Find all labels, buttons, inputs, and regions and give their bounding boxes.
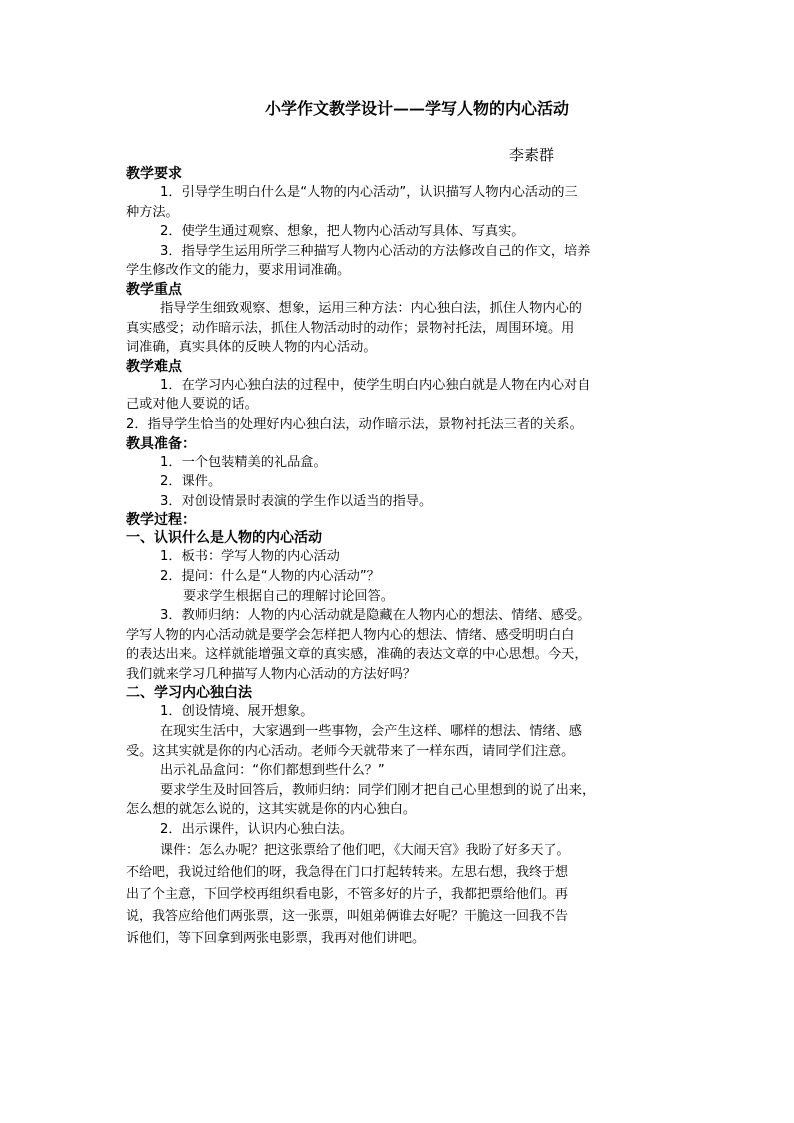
text-line: 不给吧，我说过给他们的呀，我急得在门口打起转转来。左思右想，我终于想: [126, 864, 569, 880]
text-line: 3．教师归纳：人物的内心活动就是隐藏在人物内心的想法、情绪、感受。: [160, 608, 591, 624]
text-line: 种方法。: [126, 204, 179, 220]
text-line: 真实感受；动作暗示法，抓住人物活动时的动作；景物衬托法，周围环境。用: [126, 320, 575, 336]
section-heading: 一、认识什么是人物的内心活动: [126, 530, 322, 547]
text-line: 怎么想的就怎么说的，这其实就是你的内心独白。: [126, 802, 417, 818]
text-line: 诉他们，等下回拿到两张电影票，我再对他们讲吧。: [126, 930, 426, 946]
text-line: 1．一个包装精美的礼品盒。: [160, 454, 327, 470]
text-line: 2．提问：什么是“人物的内心活动”？: [160, 568, 380, 584]
text-line: 2．课件。: [160, 474, 222, 490]
section-heading: 教学重点: [126, 281, 182, 298]
author-name: 李素群: [509, 146, 555, 164]
text-line: 课件：怎么办呢？把这张票给了他们吧，《大闹天宫》我盼了好多天了。: [160, 842, 570, 858]
text-line: 我们就来学习几种描写人物内心活动的方法好吗？: [126, 666, 417, 682]
text-line: 1．创设情境、展开想象。: [160, 704, 314, 720]
text-line: 己或对他人要说的话。: [126, 397, 258, 413]
document-title: 小学作文教学设计——学写人物的内心活动: [264, 99, 569, 118]
text-line: 3．对创设情景时表演的学生作以适当的指导。: [160, 493, 433, 509]
text-line: 的表达出来。这样就能增强文章的真实感，准确的表达文章的中心思想。今天，: [126, 647, 588, 663]
section-heading: 教具准备：: [126, 435, 196, 452]
text-line: 2．使学生通过观察、想象，把人物内心活动写具体、写真实。: [160, 224, 525, 240]
text-line: 要求学生根据自己的理解讨论回答。: [183, 588, 394, 604]
text-line: 说，我答应给他们两张票，这一张票，叫姐弟俩谁去好呢？干脆这一回我不告: [126, 908, 569, 924]
text-line: 在现实生活中，大家遇到一些事物，会产生这样、哪样的想法、情绪、感: [160, 724, 582, 740]
section-heading: 二、学习内心独白法: [126, 685, 252, 702]
text-line: 指导学生细致观察、想象，运用三种方法：内心独白法，抓住人物内心的: [160, 300, 582, 316]
text-line: 3．指导学生运用所学三种描写人物内心活动的方法修改自己的作文，培养: [160, 243, 591, 259]
text-line: 2．出示课件，认识内心独白法。: [160, 822, 354, 838]
text-line: 1．在学习内心独白法的过程中，使学生明白内心独白就是人物在内心对自: [160, 377, 591, 393]
text-line: 1．板书：学写人物的内心活动: [160, 549, 340, 565]
section-heading: 教学难点: [126, 358, 182, 375]
text-line: 出了个主意，下回学校再组织看电影，不管多好的片子，我都把票给他们。再: [126, 886, 569, 902]
text-line: 2．指导学生恰当的处理好内心独白法，动作暗示法，景物衬托法三者的关系。: [126, 416, 583, 432]
text-line: 学写人物的内心活动就是要学会怎样把人物内心的想法、情绪、感受明明白白: [126, 627, 575, 643]
text-line: 学生修改作文的能力，要求用词准确。: [126, 263, 351, 279]
text-line: 受。这其实就是你的内心活动。老师今天就带来了一样东西，请同学们注意。: [126, 743, 575, 759]
text-line: 词准确，真实具体的反映人物的内心活动。: [126, 340, 377, 356]
text-line: 出示礼品盒问：“你们都想到些什么？”: [160, 763, 385, 779]
document-body: [123, 165, 675, 950]
text-line: 要求学生及时回答后，教师归纳：同学们刚才把自己心里想到的说了出来，: [160, 782, 596, 798]
section-heading: 教学过程：: [126, 512, 196, 529]
text-line: 1．引导学生明白什么是“人物的内心活动”，认识描写人物内心活动的三: [160, 185, 578, 200]
section-heading: 教学要求: [126, 166, 182, 182]
